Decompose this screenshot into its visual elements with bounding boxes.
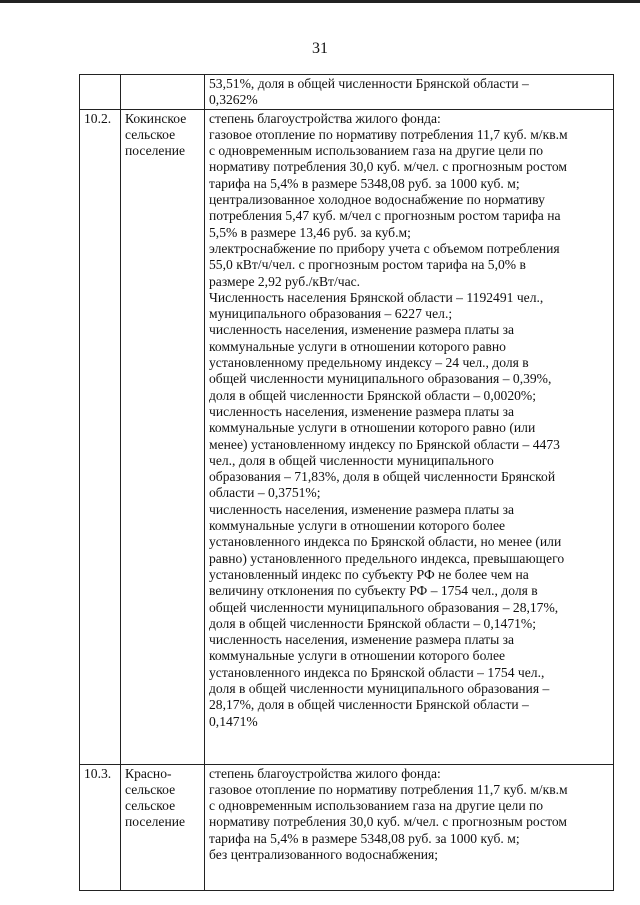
- text-line: общей численности муниципального образования – 0,39%,: [209, 371, 552, 387]
- text-line: 5,5% в размере 13,46 руб. за куб.м;: [209, 224, 411, 240]
- description-cell: [205, 75, 614, 110]
- text-line: размере 2,92 руб./кВт/час.: [209, 273, 361, 289]
- text-line: централизованное холодное водоснабжение по нормативу: [209, 192, 545, 208]
- text-line: установленного индекса по Брянской области – 1754 чел.,: [209, 664, 545, 680]
- table-row: [80, 764, 614, 890]
- text-line: коммунальные услуги в отношении которого равно: [209, 338, 506, 354]
- name-line: Кокинское: [125, 110, 187, 126]
- name-line: сельское: [125, 781, 176, 797]
- text-line: коммунальные услуги в отношении которого более: [209, 518, 506, 534]
- row-number-cell: 10.3.: [80, 764, 121, 890]
- text-line: образования – 71,83%, доля в общей численности Брянской: [209, 469, 556, 485]
- text-line: численность населения, изменение размера платы за: [209, 501, 515, 517]
- text-line: степень благоустройства жилого фонда:: [209, 765, 441, 781]
- text-line: электроснабжение по прибору учета с объемом потребления: [209, 240, 560, 256]
- text-line: коммунальные услуги в отношении которого равно (или: [209, 420, 536, 436]
- settlement-name-cell: [121, 109, 205, 764]
- text-line: с одновременным использованием газа на другие цели по: [209, 143, 544, 159]
- text-line: тарифа на 5,4% в размере 5348,08 руб. за 1000 куб. м;: [209, 175, 520, 191]
- text-line: установленного индекса по Брянской области, но менее (или: [209, 534, 562, 550]
- description-cell: [205, 764, 614, 890]
- text-line: менее) установленному индексу по Брянской области – 4473: [209, 436, 560, 452]
- text-line: тарифа на 5,4% в размере 5348,08 руб. за 1000 куб. м;: [209, 830, 520, 846]
- text-line: потребления 5,47 куб. м/чел с прогнозным ростом тарифа на: [209, 208, 561, 224]
- text-line: установленному предельному индексу – 24 чел., доля в: [209, 355, 529, 371]
- text-line: Численность населения Брянской области – 1192491 чел.,: [209, 289, 544, 305]
- tariff-table: [79, 74, 614, 891]
- text-line: области – 0,3751%;: [209, 485, 321, 501]
- text-line: численность населения, изменение размера платы за: [209, 322, 515, 338]
- text-line: величину отклонения по субъекту РФ – 1754 чел., доля в: [209, 583, 538, 599]
- text-line: чел., доля в общей численности муниципального: [209, 452, 494, 468]
- name-line: сельское: [125, 798, 176, 814]
- name-line: сельское: [125, 126, 176, 142]
- top-border-line: [0, 0, 640, 3]
- table-row: [80, 75, 614, 110]
- text-line: равно) установленного предельного индекса, превышающего: [209, 550, 565, 566]
- name-line: Красно-: [125, 765, 172, 781]
- text-line: численность населения, изменение размера платы за: [209, 403, 515, 419]
- text-line: 28,17%, доля в общей численности Брянской области –: [209, 697, 529, 713]
- settlement-name-cell: [121, 75, 205, 110]
- text-line: 0,1471%: [209, 713, 258, 729]
- text-line: коммунальные услуги в отношении которого более: [209, 648, 506, 664]
- name-line: поселение: [125, 814, 186, 830]
- page-number: 31: [312, 40, 328, 57]
- text-line: с одновременным использованием газа на другие цели по: [209, 798, 544, 814]
- text-line: нормативу потребления 30,0 куб. м/чел. с прогнозным ростом: [209, 814, 567, 830]
- row-number-cell: [80, 75, 121, 110]
- text-line: доля в общей численности муниципального образования –: [209, 680, 550, 696]
- text-line: численность населения, изменение размера платы за: [209, 632, 515, 648]
- text-line: установленный индекс по субъекту РФ не более чем на: [209, 566, 529, 582]
- name-line: поселение: [125, 143, 186, 159]
- text-line: 55,0 кВт/ч/чел. с прогнозным ростом тарифа на 5,0% в: [209, 257, 526, 273]
- row-number-cell: 10.2.: [80, 109, 121, 764]
- text-line: муниципального образования – 6227 чел.;: [209, 306, 453, 322]
- table-row: [80, 109, 614, 764]
- description-cell: [205, 109, 614, 764]
- text-line: нормативу потребления 30,0 куб. м/чел. с прогнозным ростом: [209, 159, 567, 175]
- text-line: доля в общей численности Брянской области – 0,0020%;: [209, 387, 537, 403]
- text-line: общей численности муниципального образования – 28,17%,: [209, 599, 559, 615]
- text-line: 0,3262%: [209, 92, 258, 108]
- text-line: газовое отопление по нормативу потребления 11,7 куб. м/кв.м: [209, 781, 568, 797]
- text-line: 53,51%, доля в общей численности Брянской области –: [209, 76, 529, 91]
- text-line: доля в общей численности Брянской области – 0,1471%;: [209, 615, 537, 631]
- text-line: степень благоустройства жилого фонда:: [209, 110, 441, 126]
- text-line: газовое отопление по нормативу потребления 11,7 куб. м/кв.м: [209, 126, 568, 142]
- text-line: без централизованного водоснабжения;: [209, 847, 439, 863]
- settlement-name-cell: [121, 764, 205, 890]
